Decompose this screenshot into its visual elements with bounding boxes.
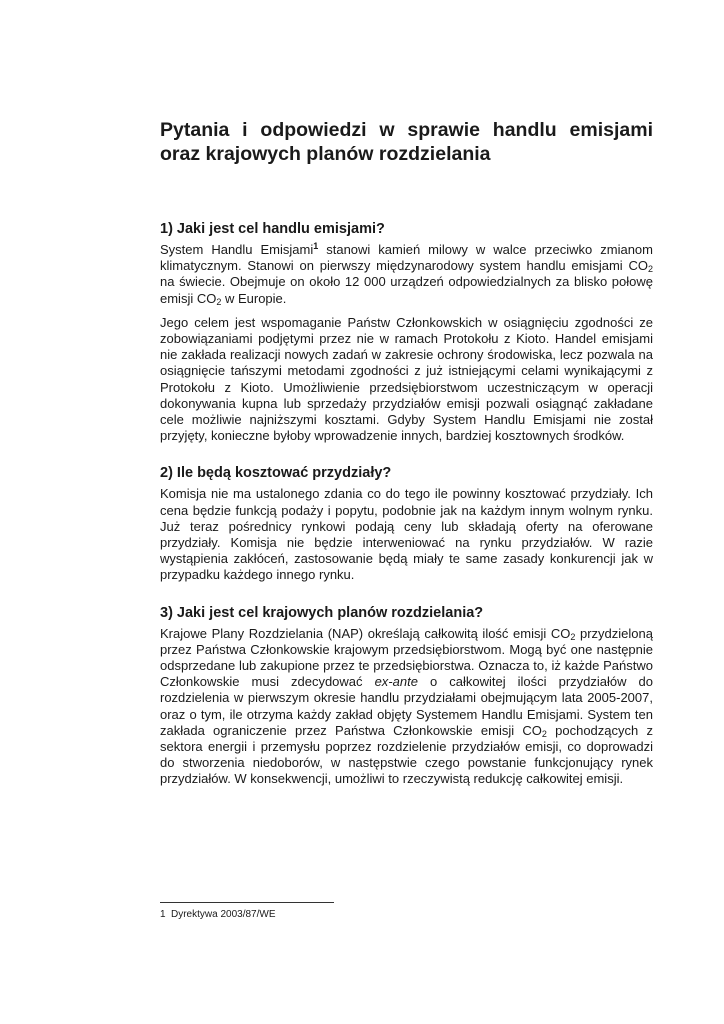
section-1-paragraph-1: System Handlu Emisjami$^1$ stanowi kamień milowy w walce przeciwko zmianom klimatycznym. Stanowi on pierwszy międzynarodowy system handlu emisjami $CO_2$ na świecie. Obejmuje on około 12 000 urządzeń odpowiedzialnych za blisko połowę emisji $CO_2$ w Europie. [160, 241, 653, 307]
footnote-divider [160, 902, 334, 903]
document-title-line-1: Pytania i odpowiedzi w sprawie handlu emisjami [160, 119, 653, 141]
footnote-text: Dyrektywa 2003/87/WE [171, 909, 276, 920]
section-2-paragraph-1: Komisja nie ma ustalonego zdania co do tego ile powinny kosztować przydziały. Ich cena będzie funkcją podaży i popytu, podobnie jak na każdym innym wolnym rynku. Już teraz pośrednicy rynkowi podają ceny lub składają oferty na oferowane przydziały. Komisja nie będzie interweniować na rynku przydziałów. W razie wystąpienia zakłóceń, zastosowanie będą miały te same zasady konkurencji jak w przypadku każdego innego rynku. [160, 486, 653, 583]
document-title [160, 118, 653, 166]
section-1-paragraph-2: Jego celem jest wspomaganie Państw Członkowskich w osiągnięciu zgodności ze zobowiązaniami podjętymi przez nie w ramach Protokołu z Kioto. Handel emisjami nie zakłada realizacji nowych zadań w zakresie ochrony środowiska, lecz pozwala na osiągnięcie tańszymi metodami zgodności z już istniejącymi celami wynikającymi z Protokołu z Kioto. Umożliwienie przedsiębiorstwom uczestniczącym w operacji dokonywania kupna lub sprzedaży przydziałów emisji pozwali osiągnąć zakładane cele możliwie najniższymi kosztami. Gdyby System Handlu Emisjami nie został przyjęty, konieczne byłoby wprowadzenie innych, bardziej kosztownych środków. [160, 314, 653, 444]
section-3-paragraph-1: Krajowe Plany Rozdzielania (NAP) określają całkowitą ilość emisji $CO_2$ przydzieloną przez Państwa Członkowskie krajowym przedsiębiorstwom. Mogą być one następnie odsprzedane lub zakupione przez te przedsiębiorstwa. Oznacza to, iż każde Państwo Członkowskie musi zdecydować ex-ante o całkowitej ilości przydziałów do rozdzielenia w pierwszym okresie handlu przydziałami obejmującym lata 2005-2007, oraz o tym, ile otrzyma każdy zakład objęty Systemem Handlu Emisjami. System ten zakłada ograniczenie przez Państwa Członkowskie emisji $CO_2$ pochodzących z sektora energii i przemysłu poprzez rozdzielenie przydziałów emisji, co doprowadzi do stworzenia niedoborów, w następstwie czego powstanie funkcjonujący rynek przydziałów. W konsekwencji, umożliwi to rzeczywistą redukcję całkowitej emisji. [160, 625, 653, 787]
footnote [160, 909, 276, 920]
document-title-line-2: oraz krajowych planów rozdzielania [160, 143, 491, 165]
footnote-reference[interactable]: 1 [313, 241, 319, 251]
document-page [160, 118, 653, 788]
section-3-heading: 3) Jaki jest cel krajowych planów rozdzielania? [160, 604, 484, 621]
footnote-mark: 1 [160, 909, 166, 920]
section-2-heading: 2) Ile będą kosztować przydziały? [160, 465, 392, 482]
section-1-heading: 1) Jaki jest cel handlu emisjami? [160, 221, 385, 237]
